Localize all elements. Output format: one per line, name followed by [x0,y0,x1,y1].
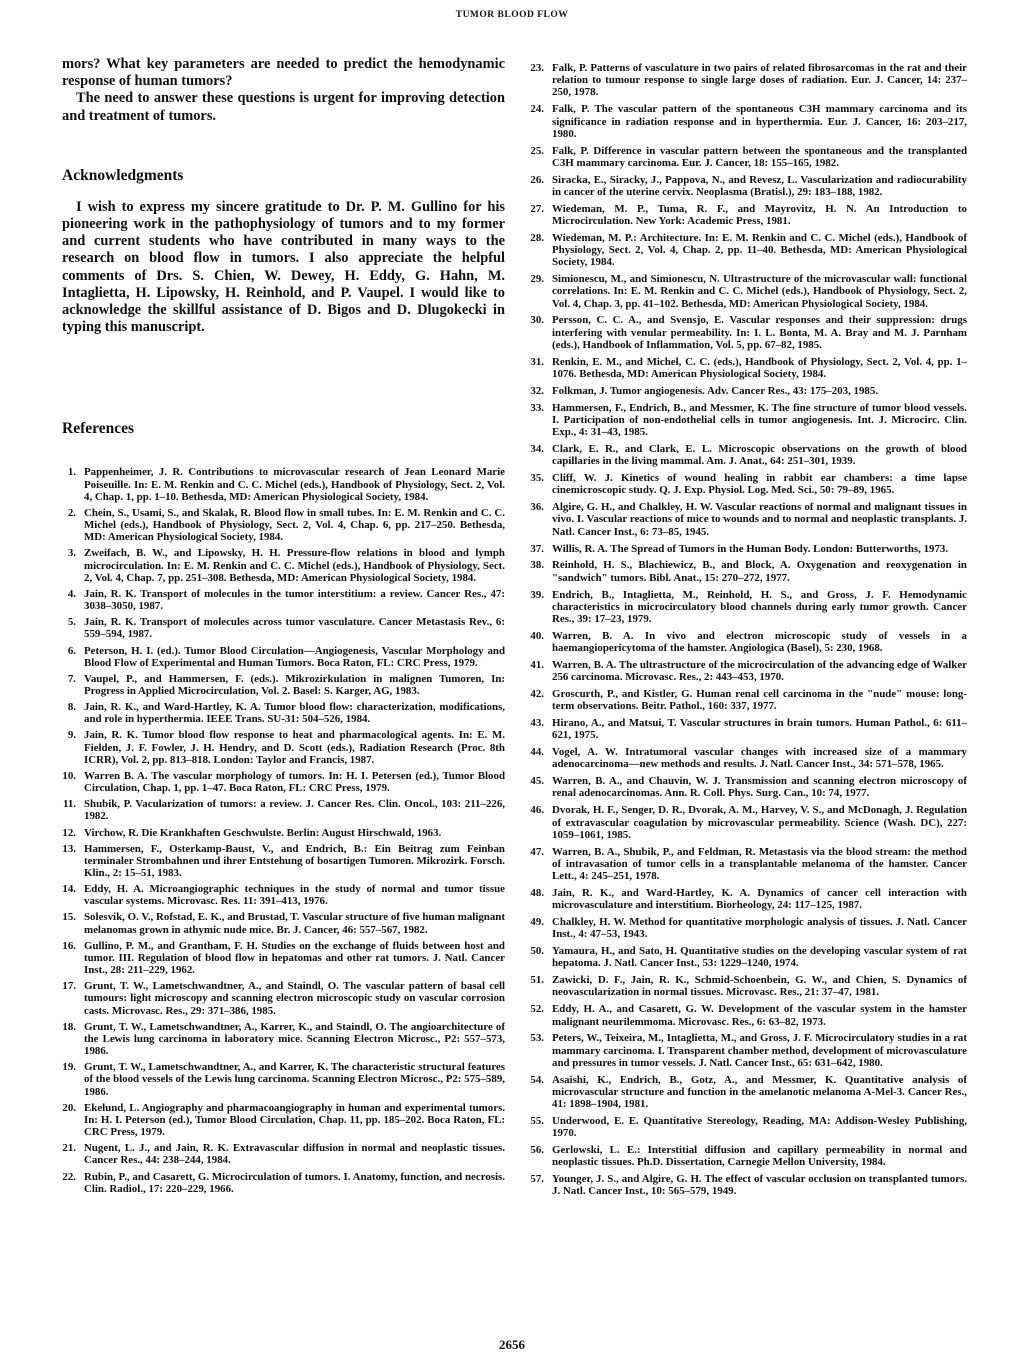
reference-item [62,466,505,503]
right-column [530,62,967,1202]
reference-item [62,911,505,935]
reference-item [530,273,967,310]
reference-number: 5. [67,616,76,629]
reference-number: 15. [62,911,76,924]
reference-number: 40. [530,629,544,642]
reference-item [530,62,967,99]
reference-item [62,883,505,907]
reference-item [530,974,967,998]
reference-number: 21. [62,1142,76,1155]
left-column [62,56,505,1199]
reference-item [530,1115,967,1139]
reference-item [530,688,967,712]
reference-item [530,232,967,269]
reference-item [62,701,505,725]
reference-item [62,1021,505,1058]
reference-number: 20. [62,1101,76,1114]
reference-text: Pappenheimer, J. R. Contributions to microvascular research of Jean Leonard Marie Poiseuille. In: E. M. Renkin and C. C. Michel (eds.), Handbook of Physiology, Sect. 2, Vol. 4, Chap. 1, pp. 1–10. Bethesda, MD: American Physiological Society, 1984. [84,466,505,503]
reference-text: Younger, J. S., and Algire, G. H. The effect of vascular occlusion on transplanted tumors. J. Natl. Cancer Inst., 10: 565–579, 1949. [552,1173,967,1198]
reference-number: 12. [62,826,76,839]
reference-text: Warren, B. A. In vivo and electron microscopic study of vessels in a haemangiopericytoma of the hamster. Angiologica (Basel), 5: 230, 1968. [552,629,967,655]
reference-text: Dvorak, H. F., Senger, D. R., Dvorak, A. M., Harvey, V. S., and McDonagh, J. Regulation of extravascular coagulation by microvascular permeability. Science (Wash. DC), 227: 1059–1061, 1985. [552,804,967,841]
reference-item [530,945,967,969]
reference-number: 45. [530,775,544,788]
reference-number: 32. [530,384,544,397]
reference-number: 19. [62,1061,76,1074]
reference-item [530,1173,967,1197]
reference-item [62,1142,505,1166]
reference-text: Warren, B. A., Shubik, P., and Feldman, R. Metastasis via the blood stream: the method of intravasation of tumor cells in a transplantable melanoma of the hamster. Cancer Lett., 4: 245–251, 1978. [552,845,967,883]
reference-text: Eddy, H. A., and Casarett, G. W. Development of the vascular system in the hamster malignant neurilemmoma. Microvasc. Res., 6: 63–82, 1973. [552,1003,967,1028]
reference-number: 50. [530,945,544,958]
reference-number: 31. [530,355,544,368]
reference-number: 43. [530,717,544,730]
reference-text: Gullino, P. M., and Grantham, F. H. Studies on the exchange of fluids between host and tumor. III. Regulation of blood flow in hepatomas and other rat tumors. J. Natl. Cancer Inst., 28: 211–229, 1962. [84,939,505,977]
reference-number: 56. [530,1144,544,1157]
reference-text: Wiedeman, M. P.: Architecture. In: E. M. Renkin and C. C. Michel (eds.), Handbook of Physiology, Sect. 2, Vol. 4, Chap. 2, pp. 11–40. Bethesda, MD: American Physiological Society, 1984. [552,231,967,269]
reference-text: Chalkley, H. W. Method for quantitative morphologic analysis of tissues. J. Natl. Cancer Inst., 4: 47–53, 1943. [552,916,967,941]
reference-item [62,588,505,612]
reference-number: 26. [530,173,544,186]
reference-item [530,543,967,555]
reference-text: Persson, C. C. A., and Svensjo, E. Vascular responses and their suppression: drugs interfering with venular permeability. In: I. L. Bonta, M. A. Bray and M. J. Parnham (eds.), Handbook of Inflammation, Vol. 5, pp. 67–82, 1985. [552,314,967,351]
intro-paragraph: mors? What key parameters are needed to predict the hemodynamic response of human tumors? [62,56,505,90]
reference-text: Reinhold, H. S., Blachiewicz, B., and Block, A. Oxygenation and reoxygenation in "sandwich" tumors. Bibl. Anat., 15: 270–272, 1977. [552,559,967,584]
reference-text: Falk, P. The vascular pattern of the spontaneous C3H mammary carcinoma and its significance in radiation response and in hyperthermia. Eur. J. Cancer, 16: 203–217, 1980. [552,103,967,140]
reference-text: Folkman, J. Tumor angiogenesis. Adv. Cancer Res., 43: 175–203, 1985. [552,384,879,397]
reference-number: 49. [530,916,544,929]
reference-item [62,798,505,822]
reference-number: 1. [67,466,76,479]
reference-number: 47. [530,845,544,858]
running-head: TUMOR BLOOD FLOW [455,10,569,20]
reference-text: Warren B. A. The vascular morphology of tumors. In: H. I. Petersen (ed.), Tumor Blood Circulation, Chap. 1, pp. 1–47. Boca Raton, FL: CRC Press, 1979. [84,769,505,795]
reference-number: 41. [530,658,544,671]
reference-number: 46. [530,804,544,817]
reference-item [530,402,967,439]
reference-number: 44. [530,746,544,759]
reference-item [530,1032,967,1069]
reference-text: Falk, P. Difference in vascular pattern between the spontaneous and the transplanted C3H mammary carcinoma. Eur. J. Cancer, 18: 155–165, 1982. [552,144,967,169]
reference-item [530,887,967,911]
reference-text: Solesvik, O. V., Rofstad, E. K., and Brustad, T. Vascular structure of five human malignant melanomas grown in athymic nude mice. Br. J. Cancer, 46: 557–567, 1982. [84,911,505,936]
reference-item [62,616,505,640]
reference-number: 37. [530,542,544,555]
reference-item [530,501,967,538]
reference-text: Gerlowski, L. E.: Interstitial diffusion and capillary permeability in normal and neoplastic tissues. Ph.D. Dissertation, Carnegie Mellon University, 1984. [552,1144,967,1169]
reference-number: 18. [62,1020,76,1033]
reference-number: 30. [530,314,544,327]
intro-paragraph: The need to answer these questions is urgent for improving detection and treatment of tumors. [62,90,505,124]
reference-number: 48. [530,886,544,899]
reference-item [530,472,967,496]
reference-text: Algire, G. H., and Chalkley, H. W. Vascular reactions of normal and malignant tissues in vivo. I. Vascular reactions of mice to wounds and to normal and neoplastic transplants. J. Natl. Cancer Inst., 6: 73–85, 1945. [552,501,967,538]
reference-item [62,547,505,584]
reference-item [530,356,967,380]
reference-item [530,174,967,198]
reference-item [62,940,505,977]
references-heading: References [62,420,135,438]
reference-text: Endrich, B., Intaglietta, M., Reinhold, H. S., and Gross, J. F. Hemodynamic characteristics in microcirculatory blood channels during early tumor growth. Cancer Res., 39: 17–23, 1979. [552,588,967,625]
reference-item [530,1074,967,1111]
reference-text: Jain, R. K., and Ward-Hartley, K. A. Tumor blood flow: characterization, modifications, and role in hyperthermia. IEEE Trans. SU-31: 504–526, 1984. [84,701,505,726]
reference-item [530,1144,967,1168]
reference-text: Jain, R. K. Tumor blood flow response to heat and pharmacological agents. In: E. M. Fielden, J. F. Fowler, J. H. Hendry, and D. Scott (eds.), Radiation Research (Proc. 8th ICRR), Vol. 2, pp. 813–818. London: Taylor and Francis, 1987. [84,729,505,766]
reference-list-right [530,62,967,1198]
reference-text: Grunt, T. W., Lametschwandtner, A., and Karrer, K. The characteristic structural features of the blood vessels of the Lewis lung carcinoma. Scanning Electron Microsc., P2: 575–589, 1986. [84,1061,505,1098]
reference-text: Rubin, P., and Casarett, G. Microcirculation of tumors. I. Anatomy, function, and necrosis. Clin. Radiol., 17: 220–229, 1966. [84,1170,505,1195]
reference-text: Virchow, R. Die Krankhaften Geschwulste. Berlin: August Hirschwald, 1963. [84,826,442,839]
reference-text: Hirano, A., and Matsui, T. Vascular structures in brain tumors. Human Pathol., 6: 611–621, 1975. [552,717,967,742]
reference-item [62,507,505,544]
reference-number: 34. [530,443,544,456]
reference-item [530,775,967,799]
reference-item [530,203,967,227]
page-number: 2656 [499,1337,525,1352]
reference-item [530,746,967,770]
reference-text: Yamaura, H., and Sato, H. Quantitative studies on the developing vascular system of rat hepatoma. J. Natl. Cancer Inst., 53: 1229–1240, 1974. [552,945,967,970]
reference-number: 11. [62,798,76,811]
reference-number: 55. [530,1115,544,1128]
reference-number: 51. [530,974,544,987]
reference-number: 17. [62,980,76,993]
reference-number: 35. [530,472,544,485]
reference-number: 3. [67,547,76,560]
reference-item [530,385,967,397]
reference-number: 29. [530,273,544,286]
reference-text: Vogel, A. W. Intratumoral vascular changes with increased size of a mammary adenocarcinoma—new methods and results. J. Natl. Cancer Inst., 34: 571–578, 1965. [552,746,967,771]
reference-number: 54. [530,1073,544,1086]
reference-number: 27. [530,202,544,215]
reference-number: 38. [530,559,544,572]
reference-text: Grunt, T. W., Lametschwandtner, A., and Staindl, O. The vascular pattern of basal cell tumours: light microscopy and scanning electron microscopic study on vascular corrosion casts. Microvasc. Res., 29: 371–386, 1985. [84,980,505,1017]
reference-item [62,729,505,766]
reference-text: Peterson, H. I. (ed.). Tumor Blood Circulation—Angiogenesis, Vascular Morphology and Blood Flow of Experimental and Human Tumors. Boca Raton, FL: CRC Press, 1979. [84,644,505,669]
reference-text: Vaupel, P., and Hammersen, F. (eds.). Mikrozirkulation in malignen Tumoren, In: Progress in Applied Microcirculation, Vol. 2. Basel: S. Karger, AG, 1983. [84,672,505,698]
reference-text: Renkin, E. M., and Michel, C. C. (eds.), Handbook of Physiology, Sect. 2, Vol. 4, pp. 1–1076. Bethesda, MD: American Physiological Society, 1984. [552,355,967,380]
acknowledgments-heading: Acknowledgments [62,166,184,184]
reference-text: Willis, R. A. The Spread of Tumors in the Human Body. London: Butterworths, 1973. [552,542,949,555]
reference-item [62,980,505,1017]
reference-text: Chein, S., Usami, S., and Skalak, R. Blood flow in small tubes. In: E. M. Renkin and C. C. Michel (eds.), Handbook of Physiology, Sect. 2, Vol. 4, Chap. 6, pp. 217–250. Bethesda, MD: American Physiological Society, 1984. [84,506,505,544]
reference-text: Nugent, L. J., and Jain, R. K. Extravascular diffusion in normal and neoplastic tissues. Cancer Res., 44: 238–244, 1984. [84,1142,505,1167]
reference-text: Warren, B. A., and Chauvin, W. J. Transmission and scanning electron microscopy of renal adenocarcinomas. Ann. R. Coll. Phys. Surg. Can., 10: 74, 1977. [552,775,967,800]
reference-text: Zawicki, D. F., Jain, R. K., Schmid-Schoenbein, G. W., and Chien, S. Dynamics of neovascularization in normal tissues. Microvasc. Res., 21: 37–47, 1981. [552,974,967,999]
reference-number: 53. [530,1032,544,1045]
reference-number: 36. [530,501,544,514]
reference-item [62,827,505,839]
reference-item [530,717,967,741]
reference-number: 28. [530,231,544,244]
reference-text: Wiedeman, M. P., Tuma, R. F., and Mayrovitz, H. N. An Introduction to Microcirculation. New York: Academic Press, 1981. [552,202,967,227]
reference-item [62,770,505,794]
reference-item [530,443,967,467]
reference-item [530,559,967,583]
reference-text: Grunt, T. W., Lametschwandtner, A., Karrer, K., and Staindl, O. The angioarchitecture of the Lewis lung carcinoma in laboratory mice. Scanning Electron Microsc., P2: 557–573, 1986. [84,1020,505,1058]
reference-number: 22. [62,1170,76,1183]
reference-text: Eddy, H. A. Microangiographic techniques in the study of normal and tumor tissue vascular systems. Microvasc. Res. 11: 391–413, 1976. [84,883,505,908]
reference-item [530,103,967,140]
reference-text: Hammersen, F., Endrich, B., and Messmer, K. The fine structure of tumor blood vessels. I. Participation of non-endothelial cells in tumor angiogenesis. Int. J. Microcirc. Clin. Exp., 4: 31–43, 1985. [552,401,967,439]
reference-number: 2. [67,506,76,519]
reference-number: 42. [530,688,544,700]
reference-text: Shubik, P. Vacularization of tumors: a review. J. Cancer Res. Clin. Oncol., 103: 211–226, 1982. [84,798,505,823]
reference-item [530,916,967,940]
reference-item [530,630,967,654]
reference-number: 7. [67,672,76,685]
reference-text: Siracka, E., Siracky, J., Pappova, N., and Revesz, L. Vascularization and radiocurability in cancer of the uterine cervix. Neoplasma (Bratisl.), 29: 183–188, 1982. [552,173,967,198]
reference-item [530,846,967,883]
reference-text: Falk, P. Patterns of vasculature in two pairs of related fibrosarcomas in the rat and their relation to tumour response to single large doses of radiation. Eur. J. Cancer, 14: 237–250, 1978. [552,62,967,99]
reference-text: Jain, R. K. Transport of molecules in the tumor interstitium: a review. Cancer Res., 47: 3038–3050, 1987. [84,587,505,613]
reference-number: 25. [530,144,544,157]
reference-number: 16. [62,939,76,952]
reference-text: Warren, B. A. The ultrastructure of the microcirculation of the advancing edge of Walker 256 carcinoma. Microvasc. Res., 2: 443–453, 1970. [552,658,967,684]
reference-number: 14. [62,883,76,896]
reference-text: Ekelund, L. Angiography and pharmacoangiography in human and experimental tumors. In: H. I. Peterson (ed.), Tumor Blood Circulation, Chap. 11, pp. 185–202. Boca Raton, FL: CRC Press, 1979. [84,1101,505,1139]
reference-number: 8. [67,701,76,714]
reference-text: Cliff, W. J. Kinetics of wound healing in rabbit ear chambers: a time lapse cinemicroscopic study. Q. J. Exp. Physiol. Log. Med. Sci., 50: 79–89, 1965. [552,472,967,497]
reference-item [530,1003,967,1027]
reference-item [530,314,967,351]
reference-text: Asaishi, K., Endrich, B., Gotz, A., and Messmer, K. Quantitative analysis of microvascular structure and function in the amelanotic melanoma A-Mel-3. Cancer Res., 41: 1898–1904, 1981. [552,1073,967,1111]
reference-number: 39. [530,588,544,601]
reference-item [62,843,505,880]
reference-text: Clark, E. R., and Clark, E. L. Microscopic observations on the growth of blood capillaries in the living mammal. Am. J. Anat., 64: 251–301, 1939. [552,443,967,468]
acknowledgments-text: I wish to express my sincere gratitude to Dr. P. M. Gullino for his pioneering work in the pathophysiology of tumors and to my former and current students who have contributed in many ways to the research on blood flow in tumors. I also appreciate the helpful comments of Drs. S. Chien, W. Dewey, H. Eddy, G. Hahn, M. Intaglietta, H. Lipowsky, H. Reinhold, and P. Vaupel. I would like to acknowledge the skillful assistance of D. Bigos and D. Dlugokecki in typing this manuscript. [62,198,505,336]
reference-item [530,804,967,841]
reference-number: 24. [530,103,544,116]
reference-number: 13. [62,842,76,855]
reference-text: Simionescu, M., and Simionescu, N. Ultrastructure of the microvascular wall: functional correlations. In: E. M. Renkin and C. C. Michel (eds.), Handbook of Physiology, Sect. 2, Vol. 4, Chap. 3, pp. 41–102. Bethesda, MD: American Physiological Society, 1984. [552,273,967,310]
reference-number: 33. [530,401,544,414]
reference-text: Jain, R. K., and Ward-Hartley, K. A. Dynamics of cancer cell interaction with microvasculature and interstitium. Biorheology, 24: 117–125, 1987. [552,886,967,912]
reference-number: 4. [67,587,76,600]
reference-item [62,673,505,697]
reference-text: Hammersen, F., Osterkamp-Baust, V., and Endrich, B.: Ein Beitrag zum Feinban terminaler Strombahnen und ihrer Entstehung of bosartigen Tumoren. Mikrozirk. Forsch. Klin., 2: 15–51, 1983. [84,842,505,880]
reference-number: 57. [530,1173,544,1186]
reference-text: Peters, W., Teixeira, M., Intaglietta, M., and Gross, J. F. Microcirculatory studies in a rat mammary carcinoma. I. Transparent chamber method, development of microvasculature and pressures in tumor vessels. J. Natl. Cancer Inst., 65: 631–642, 1980. [552,1032,967,1069]
reference-item [62,1171,505,1195]
reference-item [62,1061,505,1098]
reference-item [62,645,505,669]
reference-item [530,145,967,169]
reference-number: 6. [67,644,76,657]
reference-number: 9. [67,729,76,742]
reference-list-left [62,466,505,1194]
reference-number: 23. [530,62,544,74]
reference-text: Zweifach, B. W., and Lipowsky, H. H. Pressure-flow relations in blood and lymph microcirculation. In: E. M. Renkin and C. C. Michel (eds.), Handbook of Physiology, Sect. 2, Vol. 4, Chap. 7, pp. 251–308. Bethesda, MD: American Physiological Society, 1984. [84,547,505,584]
reference-text: Underwood, E. E. Quantitative Stereology, Reading, MA: Addison-Wesley Publishing, 1970. [552,1115,967,1140]
reference-item [530,659,967,683]
reference-item [530,589,967,626]
reference-number: 10. [62,769,76,782]
reference-text: Jain, R. K. Transport of molecules across tumor vasculature. Cancer Metastasis Rev., 6: 559–594, 1987. [84,616,505,641]
reference-item [62,1102,505,1139]
reference-number: 52. [530,1003,544,1016]
reference-text: Groscurth, P., and Kistler, G. Human renal cell carcinoma in the "nude" mouse: long-term observations. Beitr. Pathol., 160: 337, 1977. [552,688,967,713]
